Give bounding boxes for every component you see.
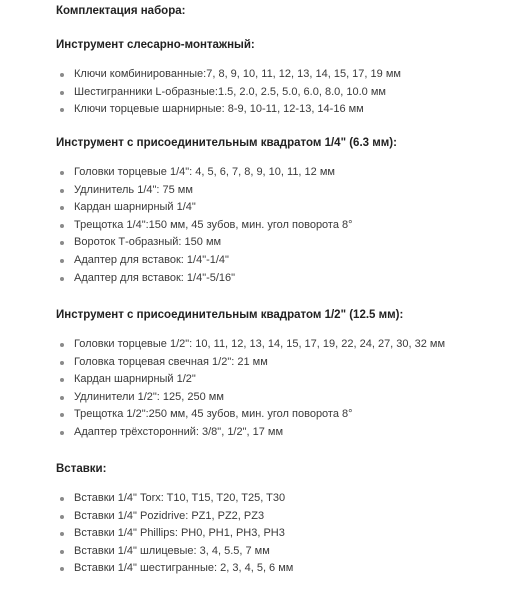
- bullet-icon: [60, 567, 64, 571]
- bullet-icon: [60, 189, 64, 193]
- list-item-text: Адаптер для вставок: 1/4"-1/4": [74, 253, 229, 266]
- bullet-icon: [60, 206, 64, 210]
- bullet-icon: [60, 515, 64, 519]
- list-item: [56, 560, 293, 578]
- list-item: [56, 217, 353, 235]
- item-list: [56, 336, 445, 442]
- section-heading: Инструмент с присоединительным квадратом 1/4" (6.3 мм):: [56, 137, 397, 149]
- list-item: [56, 508, 293, 526]
- list-item-text: Удлинитель 1/4": 75 мм: [74, 183, 193, 196]
- list-item-text: Вороток Т-образный: 150 мм: [74, 236, 222, 249]
- bullet-icon: [60, 259, 64, 263]
- document-title: Комплектация набора:: [56, 5, 186, 17]
- list-item: [56, 406, 445, 424]
- section-heading: Инструмент с присоединительным квадратом 1/2" (12.5 мм):: [56, 309, 404, 321]
- section-heading: Вставки:: [56, 463, 107, 475]
- list-item: [56, 543, 293, 561]
- list-item-text: Ключи комбинированные:7, 8, 9, 10, 11, 12, 13, 14, 15, 17, 19 мм: [74, 68, 401, 80]
- list-item-text: Головки торцевые 1/4": 4, 5, 6, 7, 8, 9, 10, 11, 12 мм: [74, 166, 335, 178]
- list-item: [56, 371, 445, 389]
- item-list: [56, 164, 353, 287]
- list-item: [56, 234, 353, 252]
- list-item-text: Ключи торцевые шарнирные: 8-9, 10-11, 12-13, 14-16 мм: [74, 103, 364, 116]
- list-item: [56, 164, 353, 182]
- list-item-text: Вставки 1/4" шлицевые: 3, 4, 5.5, 7 мм: [74, 544, 270, 557]
- list-item-text: Адаптер трёхсторонний: 3/8", 1/2", 17 мм: [74, 425, 284, 438]
- list-item-text: Вставки 1/4" Torx: T10, T15, T20, T25, T30: [74, 492, 286, 504]
- bullet-icon: [60, 532, 64, 536]
- bullet-icon: [60, 378, 64, 382]
- list-item-text: Головка торцевая свечная 1/2": 21 мм: [74, 355, 268, 368]
- bullet-icon: [60, 224, 64, 228]
- list-item: [56, 389, 445, 407]
- bullet-icon: [60, 497, 64, 501]
- bullet-icon: [60, 343, 64, 347]
- list-item-text: Вставки 1/4" Phillips: PH0, PH1, PH3, PH3: [74, 527, 285, 540]
- list-item-text: Удлинители 1/2": 125, 250 мм: [74, 390, 224, 403]
- bullet-icon: [60, 73, 64, 77]
- list-item: [56, 336, 445, 354]
- bullet-icon: [60, 413, 64, 417]
- bullet-icon: [60, 431, 64, 435]
- list-item-text: Кардан шарнирный 1/4": [74, 201, 196, 214]
- list-item-text: Головки торцевые 1/2": 10, 11, 12, 13, 14, 15, 17, 19, 22, 24, 27, 30, 32 мм: [74, 338, 446, 350]
- list-item: [56, 199, 353, 217]
- section-heading: Инструмент слесарно-монтажный:: [56, 39, 255, 51]
- bullet-icon: [60, 108, 64, 112]
- list-item: [56, 525, 293, 543]
- list-item-text: Трещотка 1/2":250 мм, 45 зубов, мин. угол поворота 8°: [74, 408, 353, 421]
- list-item-text: Трещотка 1/4":150 мм, 45 зубов, мин. угол поворота 8°: [74, 218, 353, 231]
- bullet-icon: [60, 277, 64, 281]
- list-item-text: Вставки 1/4" Pozidrive: PZ1, PZ2, PZ3: [74, 509, 265, 522]
- list-item-text: Адаптер для вставок: 1/4"-5/16": [74, 271, 236, 284]
- list-item-text: Вставки 1/4" шестигранные: 2, 3, 4, 5, 6 мм: [74, 562, 294, 575]
- list-item: [56, 84, 401, 102]
- list-item: [56, 270, 353, 288]
- list-item: [56, 424, 445, 442]
- list-item-text: Шестигранники L-образные:1.5, 2.0, 2.5, 5.0, 6.0, 8.0, 10.0 мм: [74, 85, 386, 98]
- list-item: [56, 252, 353, 270]
- list-item: [56, 66, 401, 84]
- list-item: [56, 182, 353, 200]
- bullet-icon: [60, 396, 64, 400]
- list-item: [56, 354, 445, 372]
- bullet-icon: [60, 361, 64, 365]
- list-item-text: Кардан шарнирный 1/2": [74, 373, 196, 386]
- item-list: [56, 66, 401, 119]
- list-item: [56, 101, 401, 119]
- item-list: [56, 490, 293, 578]
- bullet-icon: [60, 550, 64, 554]
- bullet-icon: [60, 241, 64, 245]
- bullet-icon: [60, 171, 64, 175]
- list-item: [56, 490, 293, 508]
- bullet-icon: [60, 91, 64, 95]
